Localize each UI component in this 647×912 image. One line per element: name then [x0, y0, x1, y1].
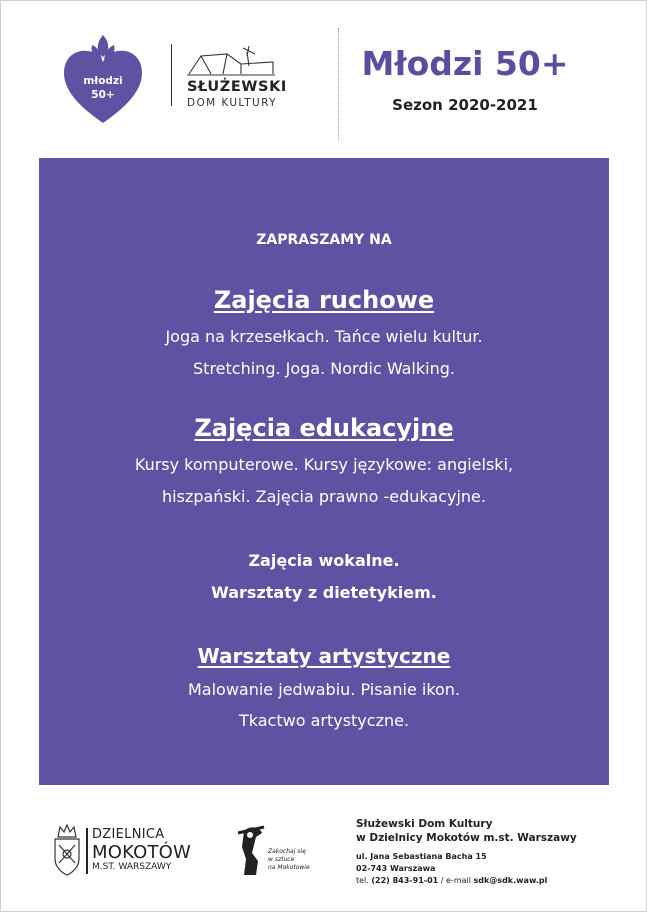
sdk-subtitle: DOM KULTURY	[187, 97, 277, 109]
section-heading-movement: Zajęcia ruchowe	[213, 286, 435, 314]
section-line: Joga na krzesełkach. Tańce wielu kultur.	[165, 327, 483, 346]
mokotow-line3: M.ST. WARSZAWY	[92, 862, 172, 872]
org-name-line2: w Dzielnicy Mokotów m.st. Warszawy	[356, 832, 577, 844]
program-panel	[39, 158, 609, 785]
section-line: Tkactwo artystyczne.	[238, 711, 410, 730]
svg-text:na Mokotowie: na Mokotowie	[268, 864, 310, 871]
section-line: Kursy komputerowe. Kursy językowe: angielski,	[134, 455, 514, 474]
tel-label: tel.	[356, 876, 369, 885]
mokotow-line2: MOKOTÓW	[92, 842, 192, 863]
header-dotted-divider	[338, 28, 339, 140]
art-mokotow-logo	[234, 823, 316, 879]
section-line: Stretching. Joga. Nordic Walking.	[193, 359, 455, 378]
svg-text:Zakochaj się: Zakochaj się	[268, 848, 306, 855]
svg-text:w sztuce: w sztuce	[268, 856, 295, 863]
contact-line	[356, 876, 547, 885]
heart-logo-text: młodzi 50+	[83, 75, 123, 101]
sdk-building-logo	[187, 44, 277, 78]
section-heading-art: Warsztaty artystyczne	[197, 644, 451, 668]
address-line1: ul. Jana Sebastiana Bacha 15	[356, 852, 487, 861]
org-name-line1: Służewski Dom Kultury	[356, 818, 493, 830]
mokotow-crest-icon	[52, 823, 82, 877]
section-bold-line: Warsztaty z dietetykiem.	[211, 583, 437, 602]
section-heading-education: Zajęcia edukacyjne	[194, 414, 454, 442]
email-label: / e-mail	[440, 876, 471, 885]
address-line2: 02-743 Warszawa	[356, 864, 436, 873]
page-title: Młodzi 50+	[361, 44, 569, 83]
invite-label: ZAPRASZAMY NA	[256, 232, 392, 248]
mokotow-line1: DZIELNICA	[92, 827, 165, 842]
mokotow-divider	[86, 828, 88, 874]
section-bold-line: Zajęcia wokalne.	[248, 551, 400, 570]
section-line: hiszpański. Zajęcia prawno -edukacyjne.	[162, 487, 486, 506]
phone-number: (22) 843-91-01	[371, 876, 439, 885]
email-address: sdk@sdk.waw.pl	[473, 876, 548, 885]
section-line: Malowanie jedwabiu. Pisanie ikon.	[187, 680, 461, 699]
header-divider	[171, 44, 172, 106]
sdk-name: SŁUŻEWSKI	[187, 79, 287, 95]
season-label: Sezon 2020-2021	[392, 96, 538, 114]
